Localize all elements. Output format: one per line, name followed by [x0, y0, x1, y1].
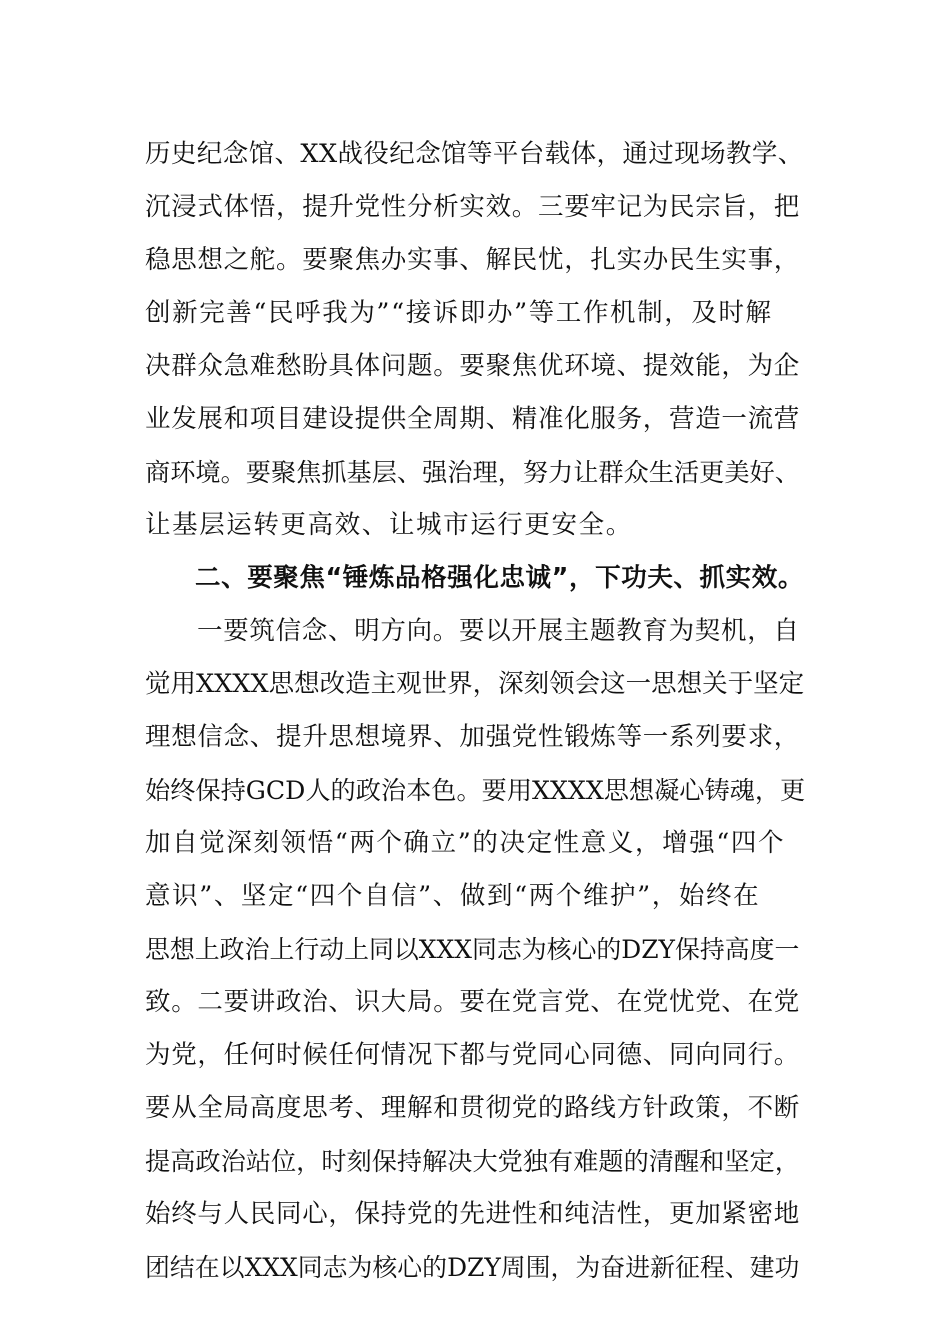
section-heading: 二、要聚焦“锤炼品格强化忠诚”，下功夫、抓实效。	[195, 563, 804, 593]
paragraph-line: 历史纪念馆、XX战役纪念馆等平台载体，通过现场教学、	[145, 139, 804, 169]
paragraph-line: 意识”、坚定“四个自信”、做到“两个维护”，始终在	[145, 881, 761, 911]
paragraph-line: 理想信念、提升思想境界、加强党性锻炼等一系列要求，	[145, 722, 801, 752]
paragraph-line: 稳思想之舵。要聚焦办实事、解民忧，扎实办民生实事，	[145, 245, 801, 275]
paragraph-line: 提高政治站位，时刻保持解决大党独有难题的清醒和坚定，	[145, 1147, 800, 1176]
paragraph-line: 一要筑信念、明方向。要以开展主题教育为契机，自	[197, 616, 800, 646]
document-body	[145, 128, 805, 1294]
paragraph-line: 思想上政治上行动上同以XXX同志为核心的DZY保持高度一	[145, 935, 800, 964]
paragraph-line: 为党，任何时候任何情况下都与党同心同德、同向同行。	[145, 1040, 801, 1070]
paragraph-line: 要从全局高度思考、理解和贯彻党的路线方针政策，不断	[145, 1093, 801, 1123]
paragraph-line: 始终保持GCD人的政治本色。要用XXXX思想凝心铸魂，更	[145, 776, 806, 805]
paragraph-line: 致。二要讲政治、识大局。要在党言党、在党忧党、在党	[145, 987, 801, 1017]
paragraph-line: 业发展和项目建设提供全周期、精准化服务，营造一流营	[145, 404, 801, 434]
paragraph-line: 决群众急难愁盼具体问题。要聚焦优环境、提效能，为企	[145, 351, 801, 381]
paragraph-line: 沉浸式体悟，提升党性分析实效。三要牢记为民宗旨，把	[145, 192, 801, 222]
paragraph-line: 觉用XXXX思想改造主观世界，深刻领会这一思想关于坚定	[145, 669, 805, 699]
paragraph-line: 加自觉深刻领悟“两个确立”的决定性意义，增强“四个	[145, 828, 786, 858]
paragraph-line: 始终与人民同心，保持党的先进性和纯洁性，更加紧密地	[145, 1199, 801, 1229]
paragraph-line: 团结在以XXX同志为核心的DZY周围，为奋进新征程、建功	[145, 1253, 800, 1282]
paragraph-line: 让基层运转更高效、让城市运行更安全。	[145, 510, 633, 540]
paragraph-line: 商环境。要聚焦抓基层、强治理，努力让群众生活更美好、	[145, 458, 800, 487]
paragraph-line: 创新完善“民呼我为”“接诉即办”等工作机制，及时解	[145, 298, 773, 328]
